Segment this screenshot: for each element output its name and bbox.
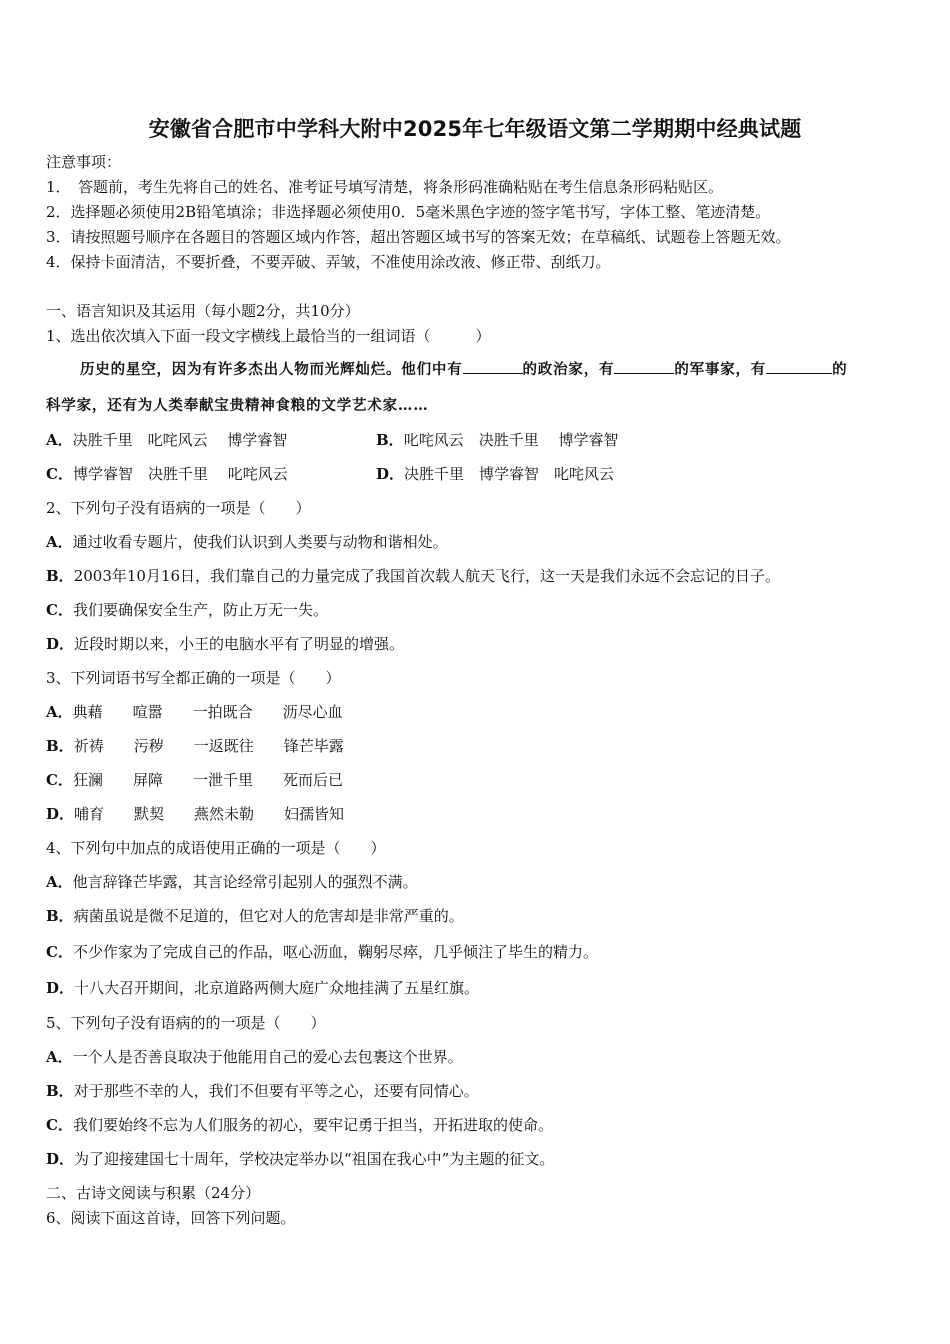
- q5-option-c[interactable]: C．我们要始终不忘为人们服务的初心，要牢记勇于担当，开拓进取的使命。: [46, 1116, 553, 1134]
- page-title: 安徽省合肥市中学科大附中2025年七年级语文第二学期期中经典试题: [148, 117, 802, 141]
- q1-options-row-1: [46, 430, 618, 450]
- q1-blank-2: [614, 359, 674, 374]
- q1-option-c[interactable]: C．博学睿智 决胜千里 叱咤风云: [46, 465, 288, 483]
- notice-item-4: 4．保持卡面清洁，不要折叠，不要弄破、弄皱，不准使用涂改液、修正带、刮纸刀。: [46, 253, 611, 271]
- q2-stem: 2、下列句子没有语病的一项是（ ）: [46, 499, 311, 517]
- q3-stem: 3、下列词语书写全都正确的一项是（ ）: [46, 669, 341, 687]
- q5-stem: 5、下列句子没有语病的的一项是（ ）: [46, 1014, 326, 1032]
- section-1-heading: 一、语言知识及其运用（每小题2分，共10分）: [46, 302, 360, 320]
- q1-passage-line1: [80, 359, 847, 380]
- section-2-heading: 二、古诗文阅读与积累（24分）: [46, 1184, 261, 1202]
- q5-option-a[interactable]: A．一个人是否善良取决于他能用自己的爱心去包裹这个世界。: [46, 1048, 463, 1066]
- q1-blank-1: [463, 359, 523, 374]
- q1-passage-part-a: 历史的星空，因为有许多杰出人物而光辉灿烂。他们中有: [80, 361, 463, 378]
- q4-option-d[interactable]: D．十八大召开期间，北京道路两侧大庭广众地挂满了五星红旗。: [46, 979, 480, 997]
- q4-stem: 4、下列句中加点的成语使用正确的一项是（ ）: [46, 839, 386, 857]
- q4-option-c[interactable]: C．不少作家为了完成自己的作品，呕心沥血，鞠躬尽瘁，几乎倾注了毕生的精力。: [46, 943, 598, 961]
- q1-option-b[interactable]: B．叱咤风云 决胜千里 博学睿智: [376, 431, 619, 449]
- q1-stem: 1、选出依次填入下面一段文字横线上最恰当的一组词语（ ）: [46, 327, 491, 345]
- q1-option-d[interactable]: D．决胜千里 博学睿智 叱咤风云: [376, 465, 615, 483]
- q2-option-b[interactable]: B．2003年10月16日，我们靠自己的力量完成了我国首次载人航天飞行，这一天是我们永远不会忘记的日子。: [46, 567, 781, 585]
- q1-passage-part-d: 的: [832, 361, 848, 378]
- q5-option-b[interactable]: B．对于那些不幸的人，我们不但要有平等之心，还要有同情心。: [46, 1082, 479, 1100]
- q2-option-a[interactable]: A．通过收看专题片，使我们认识到人类要与动物和谐相处。: [46, 533, 448, 551]
- q1-options-row-2: [46, 464, 614, 484]
- q2-option-c[interactable]: C．我们要确保安全生产，防止万无一失。: [46, 601, 328, 619]
- q4-option-b[interactable]: B．病菌虽说是微不足道的，但它对人的危害却是非常严重的。: [46, 907, 464, 925]
- q3-option-b[interactable]: B．祈祷 污秽 一返既往 锋芒毕露: [46, 737, 344, 755]
- q6-stem: 6、阅读下面这首诗，回答下列问题。: [46, 1209, 296, 1227]
- notice-heading: 注意事项：: [46, 153, 122, 171]
- q1-passage-line2: 科学家，还有为人类奉献宝贵精神食粮的文学艺术家……: [46, 397, 429, 414]
- notice-item-1: 1． 答题前，考生先将自己的姓名、准考证号填写清楚，将条形码准确粘贴在考生信息条形码粘贴区。: [46, 178, 724, 196]
- q3-option-c[interactable]: C．狂澜 屏障 一泄千里 死而后已: [46, 771, 343, 789]
- q3-option-a[interactable]: A．典藉 喧嚣 一拍既合 沥尽心血: [46, 703, 343, 721]
- q1-blank-3: [766, 359, 832, 374]
- notice-item-3: 3．请按照题号顺序在各题目的答题区域内作答，超出答题区域书写的答案无效；在草稿纸、试题卷上答题无效。: [46, 228, 791, 246]
- q2-option-d[interactable]: D．近段时期以来，小王的电脑水平有了明显的增强。: [46, 635, 405, 653]
- q1-passage-part-c: 的军事家，有: [674, 361, 767, 378]
- q1-passage-part-b: 的政治家，有: [522, 361, 615, 378]
- q1-option-a[interactable]: A．决胜千里 叱咤风云 博学睿智: [46, 431, 288, 449]
- q4-option-a[interactable]: A．他言辞锋芒毕露，其言论经常引起别人的强烈不满。: [46, 873, 418, 891]
- notice-item-2: 2．选择题必须使用2B铅笔填涂；非选择题必须使用0．5毫米黑色字迹的签字笔书写，字体工整、笔迹清楚。: [46, 203, 771, 221]
- q3-option-d[interactable]: D．哺育 默契 燕然未勒 妇孺皆知: [46, 805, 345, 823]
- q5-option-d[interactable]: D．为了迎接建国七十周年，学校决定举办以“祖国在我心中”为主题的征文。: [46, 1150, 555, 1168]
